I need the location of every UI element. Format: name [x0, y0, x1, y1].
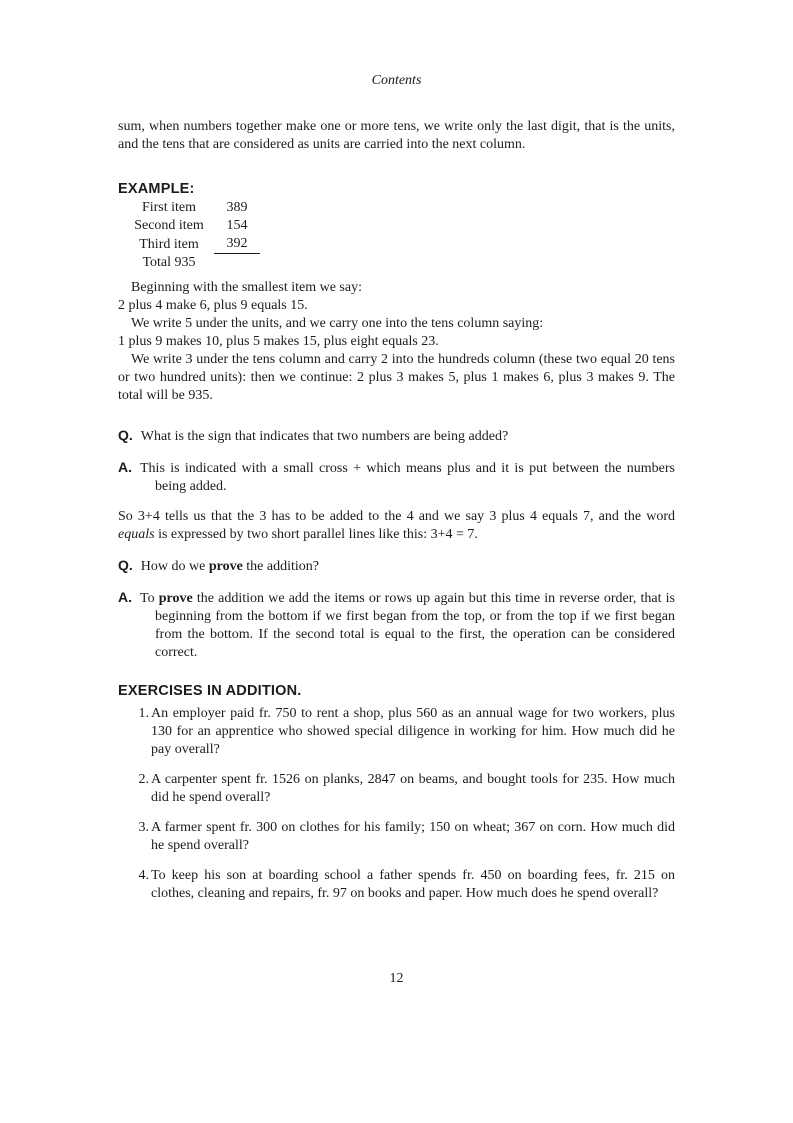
so-paragraph [118, 508, 675, 544]
answer-label: A. [118, 589, 132, 605]
question-1 [118, 426, 675, 446]
item-value: 154 [226, 218, 248, 233]
exercise-number: 2. [138, 772, 149, 787]
explanation-line: 2 plus 4 make 6, plus 9 equals 15. [118, 298, 308, 313]
answer-text: This is indicated with a small cross + which means plus and it is put between the numbers being added. [140, 461, 675, 494]
exercises-heading: EXERCISES IN ADDITION. [118, 683, 302, 699]
question-text-post: the addition? [242, 559, 319, 574]
item-label: First item [141, 200, 197, 215]
exercise-item-2 [118, 771, 675, 807]
total-value [214, 254, 260, 273]
explanation-line: We write 5 under the units, and we carry one into the tens column saying: [131, 316, 544, 331]
answer-text-pre: To [140, 591, 159, 606]
exercise-item-1 [118, 705, 675, 759]
example-heading: EXAMPLE: [118, 181, 195, 197]
table-row [124, 235, 260, 254]
page-content [118, 118, 675, 903]
so-paragraph-emphasis: equals [118, 527, 155, 542]
table-row [124, 199, 260, 217]
answer-2 [118, 588, 675, 662]
exercise-text: To keep his son at boarding school a father spends fr. 450 on boarding fees, fr. 215 on clothes, cleaning and repairs, fr. 97 on books and paper. How much does he spend overall? [151, 868, 675, 901]
table-row [124, 217, 260, 235]
page-number: 12 [389, 971, 404, 986]
table-row-total [124, 254, 260, 273]
item-value: 389 [226, 200, 248, 215]
answer-label: A. [118, 459, 132, 475]
question-text-bold: prove [208, 559, 243, 574]
answer-text-bold: prove [158, 591, 193, 606]
exercise-item-3 [118, 819, 675, 855]
total-label: Total 935 [142, 255, 196, 270]
explanation-line: 1 plus 9 makes 10, plus 5 makes 15, plus eight equals 23. [118, 334, 439, 349]
exercise-item-4 [118, 867, 675, 903]
example-table [124, 199, 260, 272]
item-value: 392 [214, 235, 260, 254]
question-label: Q. [118, 427, 133, 443]
explanation-paragraph: We write 3 under the tens column and carry 2 into the hundreds column (these two equal 20 tens or two hundred units): then we continue: 2 plus 3 makes 5, plus 1 makes 6, plus 3 makes 9. The total will be 935. [118, 352, 675, 403]
intro-paragraph: sum, when numbers together make one or more tens, we write only the last digit, that is the units, and the tens that are considered as units are carried into the next column. [118, 119, 675, 152]
item-label: Second item [134, 218, 204, 233]
explanation-paragraph [118, 315, 675, 351]
so-paragraph-post: is expressed by two short parallel lines like this: 3+4 = 7. [154, 527, 478, 542]
explanation-paragraph [118, 279, 675, 315]
exercise-text: A carpenter spent fr. 1526 on planks, 2847 on beams, and bought tools for 235. How much did he spend overall? [151, 772, 675, 805]
answer-1 [118, 458, 675, 496]
question-2 [118, 556, 675, 576]
exercise-number: 4. [138, 868, 149, 883]
question-label: Q. [118, 557, 133, 573]
running-head: Contents [371, 73, 422, 88]
answer-text-post: the addition we add the items or rows up again but this time in reverse order, that is beginning from the bottom if we first began from the top, or from the top if we first began from the bottom. If the second total is equal to the first, the operation can be considered correct. [155, 591, 675, 660]
item-label: Third item [139, 236, 199, 252]
question-text: What is the sign that indicates that two numbers are being added? [140, 429, 509, 444]
exercise-number: 3. [138, 820, 149, 835]
so-paragraph-pre: So 3+4 tells us that the 3 has to be added to the 4 and we say 3 plus 4 equals 7, and the word [118, 509, 675, 524]
exercise-text: An employer paid fr. 750 to rent a shop, plus 560 as an annual wage for two workers, plus 130 for an apprentice who showed special diligence in working for him. How much did he pay overall? [151, 706, 675, 757]
explanation-line: Beginning with the smallest item we say: [131, 280, 362, 295]
question-text-pre: How do we [140, 559, 209, 574]
exercise-number: 1. [138, 706, 149, 721]
exercise-text: A farmer spent fr. 300 on clothes for his family; 150 on wheat; 367 on corn. How much did he spend overall? [151, 820, 675, 853]
